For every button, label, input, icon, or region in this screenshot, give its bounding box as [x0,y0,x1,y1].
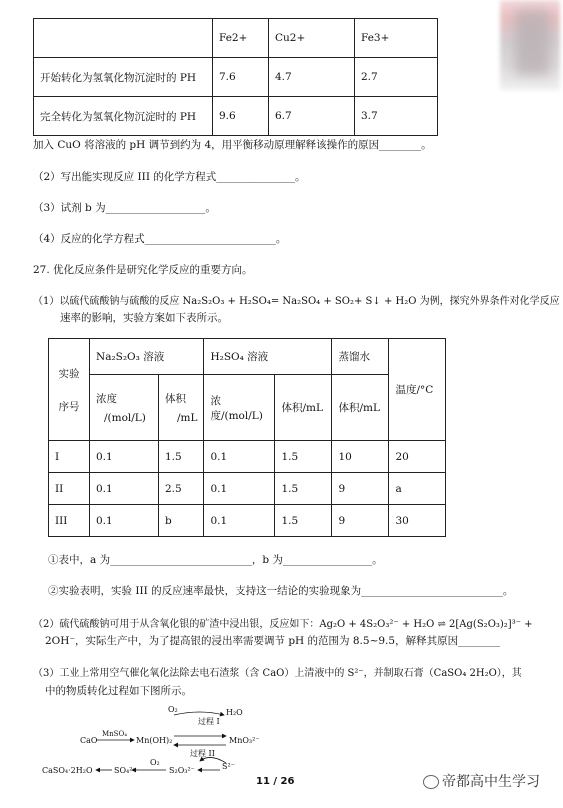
text-line: ①表中，a 为___________________________，b 为_________________。 [48,554,383,566]
table-cell: 完全转化为氢氧化物沉淀时的 PH [34,97,213,136]
table-cell: 1.5 [275,505,332,537]
diagram-so4: SO₄²⁻ [114,766,137,775]
table-cell: 9 [332,505,389,537]
wechat-icon [423,775,439,789]
table-cell: 2.7 [355,58,438,97]
table-row [49,375,446,441]
text-line: （3）试剂 b 为___________________。 [33,202,216,214]
table-row [34,58,438,97]
header-vol: 体积 [165,393,186,405]
table-cell: 1.5 [275,473,332,505]
table-cell: 9 [332,473,389,505]
diagram-curve-arrow [174,712,224,715]
text-line: 速率的影响，实验方案如下表所示。 [60,312,228,324]
table-cell [34,19,213,58]
table-cell: 0.1 [90,505,159,537]
table-cell: Na₂S₂O₃ 溶液 [90,339,204,375]
table-row [34,97,438,136]
table-cell: 30 [389,505,446,537]
text-line: 中的物质转化过程如下图所示。 [45,685,192,697]
table-cell: a [389,473,446,505]
question-27: 27. 优化反应条件是研究化学反应的重要方向。 [33,264,253,276]
table-cell [90,375,159,441]
diagram-mnoh2: Mn(OH)₂ [136,736,173,745]
header-exp: 实验 [58,367,80,380]
table-cell: 0.1 [204,441,275,473]
diagram-h2o-top: H₂O [226,708,243,717]
watermark [423,771,540,791]
watermark-text: 帝都高中生学习 [442,774,540,790]
text-line: （3）工业上常用空气催化氧化法除去电石渣浆（含 CaO）上清液中的 S²⁻，并制取石膏（CaSO₄ 2H₂O），其 [33,668,522,679]
table-cell: H₂SO₄ 溶液 [204,339,332,375]
table-cell: 0.1 [204,473,275,505]
text-line: 2OH⁻，实际生产中，为了提高银的浸出率需要调节 pH 的范围为 8.5~9.5，解释其原因________ [45,635,501,647]
experiment-table [48,338,446,537]
diagram-mno3: MnO₃²⁻ [229,736,260,745]
table-cell: 蒸馏水 [332,339,389,375]
header-unit: /(mol/L) [104,412,146,424]
table-cell: 体积/mL [275,375,332,441]
table-cell: 开始转化为氢氧化物沉淀时的 PH [34,58,213,97]
header-unit: /mL [177,412,198,424]
text-line: 加入 CuO 将溶液的 pH 调节到约为 4，用平衡移动原理解释该操作的原因________。 [33,139,432,151]
table-cell: Fe3+ [355,19,438,58]
text-line: （1）以硫代硫酸钠与硫酸的反应 Na₂S₂O₃ + H₂SO₄= Na₂SO₄ + SO₂+ S↓ + H₂O 为例，探究外界条件对化学反应 [33,296,560,307]
table-cell: Fe2+ [213,19,269,58]
table-cell [49,339,90,441]
diagram-o2-top: O₂ [168,705,178,714]
text-line: （2）硫代硫酸钠可用于从含氧化银的矿渣中浸出银，反应如下：Ag₂O + 4S₂O₃²⁻ + H₂O ⇌ 2[Ag(S₂O₃)₂]³⁻ + [33,619,533,630]
table-cell: 3.7 [355,97,438,136]
diagram-process-2: 过程 II [190,749,215,758]
table-cell: 温度/°C [389,339,446,441]
text-line: ②实验表明，实验 III 的反应速率最快，支持这一结论的实验现象为___________________________。 [48,585,514,597]
table-row [34,19,438,58]
text-line: （4）反应的化学方程式_________________________。 [33,233,287,245]
table-row [49,505,446,537]
header-conc: 浓度 [96,393,117,405]
table-row [49,339,446,375]
table-cell: 2.5 [159,473,204,505]
table-cell: 6.7 [269,97,355,136]
diagram-s2: S²⁻ [222,762,235,771]
table-row [49,441,446,473]
diagram-s2o3: S₂O₃²⁻ [169,766,195,775]
diagram-mnso4: MnSO₄ [102,730,128,738]
table-cell: 浓度/(mol/L) [204,375,275,441]
blurred-thumbnail-shadow [515,10,550,75]
table-cell: 1.5 [159,441,204,473]
page-number: 11 / 26 [256,776,295,787]
table-cell: 体积/mL [332,375,389,441]
table-cell: III [49,505,90,537]
table-cell: 1.5 [275,441,332,473]
table-cell: 9.6 [213,97,269,136]
table-cell: b [159,505,204,537]
ph-table [33,18,438,136]
reaction-diagram [40,703,270,775]
diagram-caso4: CaSO₄·2H₂O [42,766,93,775]
table-cell: 4.7 [269,58,355,97]
table-cell: 0.1 [90,473,159,505]
table-row [49,473,446,505]
table-cell: 10 [332,441,389,473]
table-cell: II [49,473,90,505]
table-cell: 0.1 [204,505,275,537]
text-line: （2）写出能实现反应 III 的化学方程式_______________。 [33,171,306,183]
diagram-o2-bottom: O₂ [150,758,160,767]
table-cell: Cu2+ [269,19,355,58]
diagram-cao: CaO [80,736,98,745]
table-cell [159,375,204,441]
table-cell: 20 [389,441,446,473]
table-cell: 7.6 [213,58,269,97]
table-cell: I [49,441,90,473]
diagram-process-1: 过程 I [198,717,220,726]
table-cell: 0.1 [90,441,159,473]
header-no: 序号 [58,400,80,413]
